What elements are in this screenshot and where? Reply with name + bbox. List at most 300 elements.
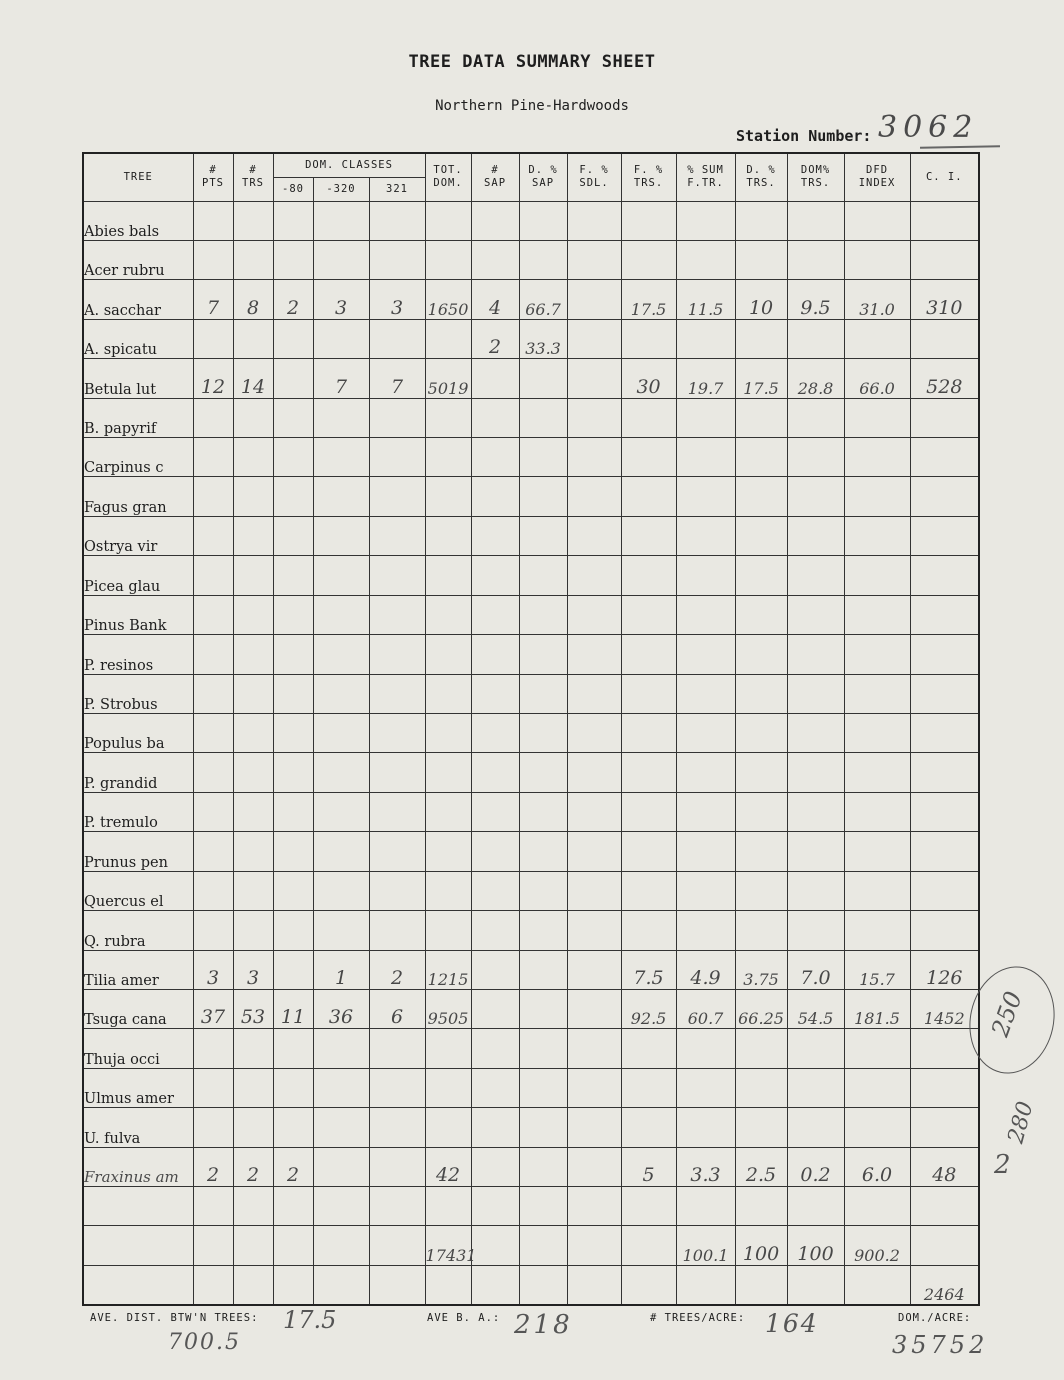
cell-d320: 3 [313,280,369,319]
cell-ci [910,713,979,752]
tree-name-cell: Ulmus amer [83,1068,193,1107]
cell-trs: 14 [233,359,273,398]
cell-d80 [273,950,313,989]
cell-pts [193,319,233,358]
cell-sap [471,1068,519,1107]
header-tree: TREE [83,153,193,201]
cell-sum [676,1265,735,1305]
header-tot-dom [425,153,471,201]
cell-d320: 1 [313,950,369,989]
cell-trs [233,1029,273,1068]
cell-ci [910,516,979,555]
cell-dtrs: 2.5 [735,1147,787,1186]
cell-ftrs [621,1226,676,1265]
cell-d321 [369,516,425,555]
header-d-sap-text: D. % SAP [528,164,558,190]
cell-fsdl [567,1187,621,1226]
header-f-trs [621,153,676,201]
cell-d80 [273,832,313,871]
cell-ftrs [621,635,676,674]
table-row [83,1068,979,1107]
cell-pts [193,398,233,437]
cell-d321 [369,201,425,240]
cell-ftrs [621,477,676,516]
cell-tot [425,871,471,910]
cell-trs [233,516,273,555]
trees-per-acre-value: 164 [765,1309,819,1338]
cell-ftrs [621,319,676,358]
cell-dtrs: 10 [735,280,787,319]
table-row [83,398,979,437]
cell-ci [910,398,979,437]
cell-dfd [844,871,910,910]
header-ci: C. I. [910,153,979,201]
cell-trs [233,832,273,871]
cell-ci: 126 [910,950,979,989]
cell-sap [471,911,519,950]
cell-d321 [369,595,425,634]
cell-pts [193,438,233,477]
table-row [83,1029,979,1068]
cell-ci: 1452 [910,989,979,1028]
table-row [83,950,979,989]
cell-sap [471,1147,519,1186]
cell-d320 [313,1108,369,1147]
cell-fsdl [567,674,621,713]
cell-pts [193,674,233,713]
cell-dtrs [735,635,787,674]
cell-sap [471,674,519,713]
cell-domtrs: 54.5 [787,989,844,1028]
cell-domtrs [787,240,844,279]
cell-sap [471,713,519,752]
cell-d320 [313,1226,369,1265]
cell-sum [676,792,735,831]
cell-d80 [273,1226,313,1265]
cell-d321 [369,1226,425,1265]
cell-sap [471,438,519,477]
cell-trs [233,398,273,437]
cell-pts [193,832,233,871]
cell-tot [425,201,471,240]
cell-d320: 36 [313,989,369,1028]
cell-tot [425,438,471,477]
cell-dsap [519,595,567,634]
cell-fsdl [567,753,621,792]
cell-dfd: 181.5 [844,989,910,1028]
ave-ba-value: 218 [514,1310,573,1340]
cell-tot [425,477,471,516]
cell-trs [233,1187,273,1226]
cell-sum [676,240,735,279]
cell-trs [233,201,273,240]
cell-dsap [519,635,567,674]
cell-tot: 1215 [425,950,471,989]
cell-tot [425,1265,471,1305]
cell-d80: 11 [273,989,313,1028]
cell-sap [471,989,519,1028]
cell-sap: 2 [471,319,519,358]
cell-d321 [369,1187,425,1226]
cell-d320 [313,516,369,555]
cell-d320 [313,319,369,358]
cell-d320 [313,713,369,752]
cell-dtrs: 100 [735,1226,787,1265]
cell-dtrs [735,911,787,950]
cell-dfd [844,674,910,713]
tree-data-table [82,152,980,1306]
cell-pts: 12 [193,359,233,398]
tree-name-cell: P. grandid [83,753,193,792]
table-row [83,1226,979,1265]
cell-d321 [369,1147,425,1186]
cell-sap [471,1029,519,1068]
table-row [83,989,979,1028]
cell-d320 [313,674,369,713]
ave-dist-value: 17.5 [283,1306,337,1334]
header-dfd-index-text: DFD INDEX [858,164,896,190]
cell-tot [425,319,471,358]
table-row [83,713,979,752]
cell-ftrs [621,832,676,871]
cell-d320 [313,1265,369,1305]
cell-sap [471,792,519,831]
table-row [83,753,979,792]
header-sap-text: # SAP [484,164,507,190]
cell-sap [471,556,519,595]
header-trs-text: # TRS [242,164,264,190]
table-row [83,832,979,871]
cell-d320 [313,753,369,792]
cell-dtrs [735,438,787,477]
cell-tot [425,911,471,950]
cell-dsap [519,989,567,1028]
cell-dtrs [735,556,787,595]
cell-d80 [273,319,313,358]
tree-name-cell [83,1265,193,1305]
cell-d320 [313,240,369,279]
cell-domtrs [787,832,844,871]
cell-d80 [273,792,313,831]
cell-sum: 11.5 [676,280,735,319]
cell-d320 [313,911,369,950]
cell-domtrs [787,792,844,831]
cell-ci [910,635,979,674]
cell-ci: 2464 [910,1265,979,1305]
tree-name-cell: Quercus el [83,871,193,910]
table-row [83,635,979,674]
cell-d321 [369,477,425,516]
cell-ftrs [621,713,676,752]
header-sum-ftr [676,153,735,201]
cell-dsap [519,477,567,516]
cell-d321 [369,1029,425,1068]
cell-ftrs [621,674,676,713]
cell-tot [425,635,471,674]
table-row [83,556,979,595]
cell-trs [233,595,273,634]
cell-tot [425,1187,471,1226]
cell-dsap [519,1226,567,1265]
cell-dtrs [735,1068,787,1107]
cell-dfd [844,832,910,871]
cell-pts [193,1265,233,1305]
cell-sum [676,595,735,634]
cell-d80 [273,1068,313,1107]
cell-dfd [844,438,910,477]
tree-name-cell [83,1226,193,1265]
cell-ftrs [621,556,676,595]
cell-dtrs [735,201,787,240]
table-row [83,871,979,910]
cell-d321 [369,713,425,752]
cell-sap [471,1265,519,1305]
cell-d80 [273,595,313,634]
cell-d321: 2 [369,950,425,989]
cell-d321 [369,911,425,950]
cell-sap [471,516,519,555]
table-row [83,674,979,713]
cell-d320 [313,556,369,595]
cell-tot [425,1029,471,1068]
cell-ci [910,1226,979,1265]
cell-ftrs: 92.5 [621,989,676,1028]
cell-dsap [519,792,567,831]
cell-domtrs [787,477,844,516]
tree-name-cell: Picea glau [83,556,193,595]
cell-domtrs [787,398,844,437]
cell-fsdl [567,438,621,477]
cell-ftrs [621,1108,676,1147]
cell-d80 [273,398,313,437]
cell-d80 [273,438,313,477]
table-row [83,280,979,319]
cell-dtrs [735,1187,787,1226]
cell-d321 [369,556,425,595]
tree-name-cell: Prunus pen [83,832,193,871]
cell-sap [471,1187,519,1226]
header-dom-80: -80 [273,177,313,201]
cell-dsap [519,1147,567,1186]
cell-domtrs [787,556,844,595]
cell-dfd: 900.2 [844,1226,910,1265]
cell-d321 [369,1265,425,1305]
header-trs [233,153,273,201]
cell-pts: 2 [193,1147,233,1186]
cell-fsdl [567,359,621,398]
cell-dsap [519,516,567,555]
tree-name-cell: Ostrya vir [83,516,193,555]
cell-trs: 53 [233,989,273,1028]
cell-d80 [273,635,313,674]
cell-ci [910,319,979,358]
header-dom-trs [787,153,844,201]
cell-dfd [844,556,910,595]
cell-sum: 3.3 [676,1147,735,1186]
cell-ftrs [621,871,676,910]
cell-d80 [273,359,313,398]
cell-d321: 6 [369,989,425,1028]
cell-ci [910,832,979,871]
cell-d321 [369,635,425,674]
tree-name-cell: P. resinos [83,635,193,674]
cell-pts [193,556,233,595]
cell-dfd [844,201,910,240]
ave-dist-label: AVE. DIST. BTW'N TREES: [90,1312,259,1324]
cell-ftrs [621,1068,676,1107]
cell-d320 [313,871,369,910]
cell-sum [676,477,735,516]
cell-ci [910,240,979,279]
cell-trs [233,674,273,713]
cell-dfd [844,319,910,358]
cell-pts [193,201,233,240]
cell-domtrs [787,674,844,713]
sheet-subtitle: Northern Pine-Hardwoods [435,98,629,114]
cell-d80 [273,240,313,279]
header-sap [471,153,519,201]
cell-d320 [313,1068,369,1107]
cell-domtrs [787,1108,844,1147]
tree-name-cell: Fagus gran [83,477,193,516]
cell-ftrs [621,240,676,279]
cell-d321: 7 [369,359,425,398]
cell-domtrs [787,595,844,634]
cell-trs [233,319,273,358]
cell-sap: 4 [471,280,519,319]
cell-sap [471,753,519,792]
cell-pts [193,1226,233,1265]
cell-pts: 37 [193,989,233,1028]
cell-fsdl [567,871,621,910]
cell-pts [193,1068,233,1107]
cell-domtrs [787,516,844,555]
cell-trs [233,635,273,674]
cell-dfd [844,1068,910,1107]
cell-pts [193,792,233,831]
cell-ftrs [621,398,676,437]
cell-d320 [313,438,369,477]
cell-d321 [369,319,425,358]
tree-name-cell: A. sacchar [83,280,193,319]
station-number-label: Station Number: [736,127,872,145]
cell-sap [471,359,519,398]
cell-ftrs [621,911,676,950]
cell-dsap [519,1108,567,1147]
cell-ci [910,595,979,634]
cell-sum [676,635,735,674]
cell-d321 [369,753,425,792]
cell-domtrs [787,1029,844,1068]
cell-d80 [273,713,313,752]
cell-fsdl [567,477,621,516]
cell-tot: 9505 [425,989,471,1028]
cell-domtrs [787,911,844,950]
cell-dsap [519,871,567,910]
table-row [83,911,979,950]
cell-ci [910,438,979,477]
cell-d80 [273,1265,313,1305]
cell-tot [425,753,471,792]
cell-d80: 2 [273,280,313,319]
cell-pts [193,911,233,950]
cell-d320 [313,832,369,871]
cell-fsdl [567,989,621,1028]
cell-dsap [519,911,567,950]
table-row [83,201,979,240]
cell-d320 [313,1187,369,1226]
cell-ci: 528 [910,359,979,398]
cell-d320 [313,1147,369,1186]
table-row [83,1265,979,1305]
tree-name-cell: U. fulva [83,1108,193,1147]
cell-ci: 48 [910,1147,979,1186]
cell-dsap [519,1187,567,1226]
sheet-title: TREE DATA SUMMARY SHEET [408,52,656,72]
cell-sap [471,1226,519,1265]
cell-ftrs [621,438,676,477]
cell-dfd [844,1029,910,1068]
cell-trs [233,871,273,910]
cell-d320 [313,201,369,240]
cell-fsdl [567,556,621,595]
cell-fsdl [567,832,621,871]
cell-dsap [519,950,567,989]
cell-domtrs [787,319,844,358]
header-f-trs-text: F. % TRS. [633,164,664,190]
cell-dsap [519,1265,567,1305]
cell-fsdl [567,240,621,279]
cell-domtrs [787,1187,844,1226]
margin-circled-note: 250 [985,987,1028,1041]
cell-fsdl [567,1147,621,1186]
station-underline [920,145,1000,148]
cell-tot [425,1068,471,1107]
cell-fsdl [567,713,621,752]
cell-ftrs [621,595,676,634]
cell-trs [233,240,273,279]
cell-fsdl [567,201,621,240]
cell-d80 [273,1108,313,1147]
cell-pts [193,595,233,634]
cell-domtrs [787,1265,844,1305]
cell-sum [676,1029,735,1068]
cell-tot: 5019 [425,359,471,398]
cell-domtrs: 9.5 [787,280,844,319]
cell-ftrs: 30 [621,359,676,398]
cell-trs [233,713,273,752]
cell-pts [193,477,233,516]
cell-d321 [369,832,425,871]
cell-tot [425,674,471,713]
cell-dfd [844,1187,910,1226]
cell-dfd [844,753,910,792]
cell-d80 [273,871,313,910]
header-f-sdl [567,153,621,201]
cell-dsap [519,398,567,437]
cell-ftrs [621,1265,676,1305]
cell-d320 [313,792,369,831]
cell-d80 [273,1029,313,1068]
cell-pts [193,240,233,279]
station-number-value: 3062 [878,110,979,145]
cell-fsdl [567,1029,621,1068]
cell-dsap [519,359,567,398]
cell-domtrs: 0.2 [787,1147,844,1186]
tree-name-cell: P. Strobus [83,674,193,713]
header-dom-321: 321 [369,177,425,201]
header-pts-text: # PTS [202,164,224,190]
